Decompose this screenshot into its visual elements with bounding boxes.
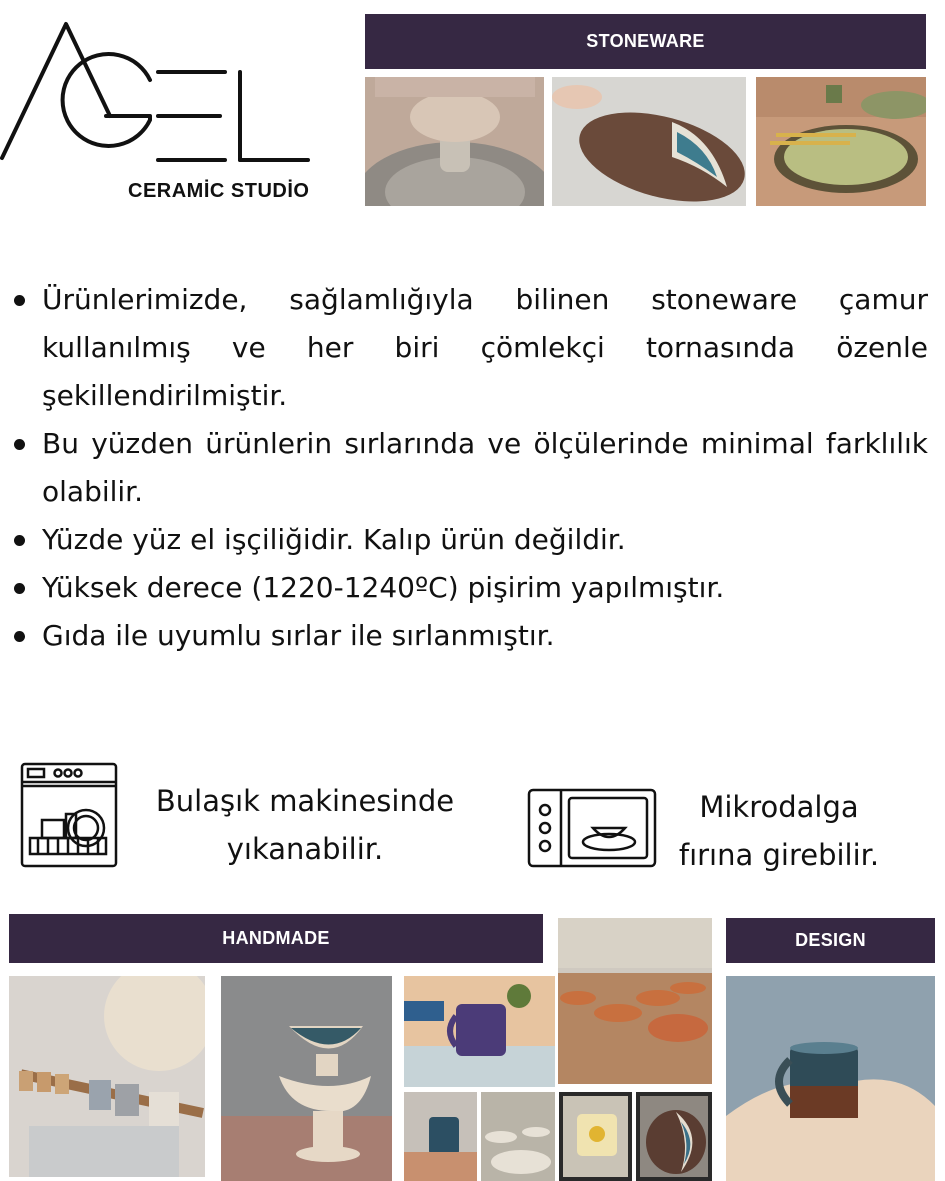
cups-shelf-photo [9,976,205,1177]
white-bowls-photo [481,1092,555,1181]
blue-plate-photo [636,1092,712,1181]
blue-cup-photo [404,1092,477,1181]
terracotta-plates-photo [558,918,712,1084]
logo-subtitle: CERAMİC STUDİO [128,180,310,202]
list-item: Bu yüzden ürünlerin sırlarında ve ölçülerinde minimal farklılık olabilir. [10,420,928,516]
stoneware-banner: STONEWARE [365,14,926,69]
list-item: Yüzde yüz el işçiliğidir. Kalıp ürün değildir. [10,516,928,564]
dishwasher-line-1: Bulaşık makinesinde [155,784,455,818]
handmade-banner: HANDMADE [9,914,543,963]
dishwasher-note [130,777,480,873]
list-item: Gıda ile uyumlu sırlar ile sırlanmıştır. [10,612,928,660]
design-mug-photo [726,976,935,1181]
design-banner: DESIGN [726,918,935,963]
green-plates-photo [756,77,926,206]
microwave-line-1: Mikrodalga [699,790,859,824]
pottery-wheel-photo [365,77,544,206]
stacked-bowls-photo [221,976,392,1181]
stoneware-plate-photo [552,77,746,206]
dishwasher-icon [20,762,118,868]
feature-list [10,276,928,660]
microwave-line-2: fırına girebilir. [678,838,880,872]
microwave-note [660,783,898,879]
purple-mug-photo [404,976,555,1087]
yellow-mug-photo [559,1092,632,1181]
list-item: Ürünlerimizde, sağlamlığıyla bilinen stoneware çamur kullanılmış ve her biri çömlekçi tornasında özenle şekillendirilmiştir. [10,276,928,420]
microwave-icon [527,788,657,868]
list-item: Yüksek derece (1220-1240ºC) pişirim yapılmıştır. [10,564,928,612]
agel-logo [0,18,320,168]
dishwasher-line-2: yıkanabilir. [226,832,384,866]
